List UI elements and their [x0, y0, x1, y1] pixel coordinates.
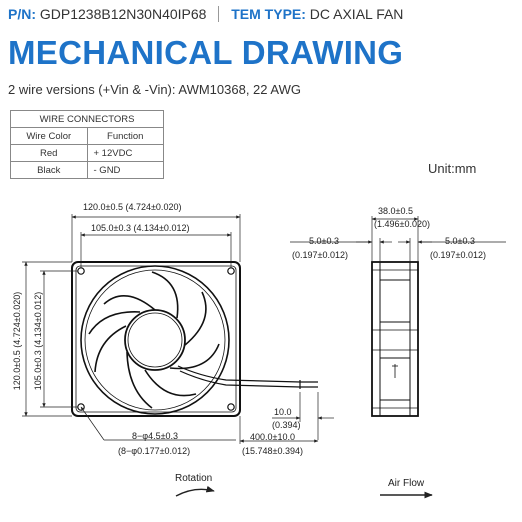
wire-note: 2 wire versions (+Vin & -Vin): AWM10368, 22 AWG: [8, 82, 301, 97]
fan-front-view: [72, 262, 300, 416]
part-number-key: P/N:: [8, 6, 36, 22]
dim-overall-height: 120.0±0.5 (4.724±0.020): [12, 291, 22, 391]
wire-function-cell: + 12VDC: [87, 145, 164, 162]
rotation-arrow-icon: [176, 489, 214, 496]
dim-mounting-holes-inch: (8−φ0.177±0.012): [118, 446, 191, 456]
wire-table-col-color: Wire Color: [11, 128, 88, 145]
wire-table-heading: WIRE CONNECTORS: [11, 111, 164, 128]
wire-table-col-function: Function: [87, 128, 164, 145]
wire-color-cell: Red: [11, 145, 88, 162]
item-type-value: DC AXIAL FAN: [309, 6, 404, 22]
page-title: MECHANICAL DRAWING: [8, 34, 404, 71]
rotation-label: Rotation: [175, 473, 213, 484]
dim-hole-spacing: 105.0±0.3 (4.134±0.012): [91, 223, 190, 233]
dim-depth: 38.0±0.5: [378, 206, 413, 216]
dim-strip-length-inch: (0.394): [272, 420, 301, 430]
dim-flange-left-inch: (0.197±0.012): [292, 250, 348, 260]
dim-flange-right-inch: (0.197±0.012): [430, 250, 486, 260]
dim-overall-width: 120.0±0.5 (4.724±0.020): [83, 202, 182, 212]
item-type-key: TEM TYPE:: [231, 6, 306, 22]
dim-hole-spacing-vertical: 105.0±0.3 (4.134±0.012): [33, 291, 43, 391]
fan-side-view: [372, 262, 418, 416]
unit-label: Unit:mm: [428, 161, 477, 176]
wire-function-cell: - GND: [87, 162, 164, 179]
lead-wire: [300, 380, 318, 389]
dim-mounting-holes: 8−φ4.5±0.3: [132, 431, 179, 441]
airflow-label: Air Flow: [388, 478, 425, 489]
dim-strip-length: 10.0: [274, 407, 292, 417]
dim-lead-length: 400.0±10.0: [250, 432, 295, 442]
dim-lead-length-inch: (15.748±0.394): [242, 446, 303, 456]
dim-flange-right: 5.0±0.3: [445, 236, 475, 246]
dim-flange-left: 5.0±0.3: [309, 236, 339, 246]
dim-depth-inch: (1.496±0.020): [374, 219, 430, 229]
part-number-value: GDP1238B12N30N40IP68: [39, 6, 207, 22]
wire-color-cell: Black: [11, 162, 88, 179]
